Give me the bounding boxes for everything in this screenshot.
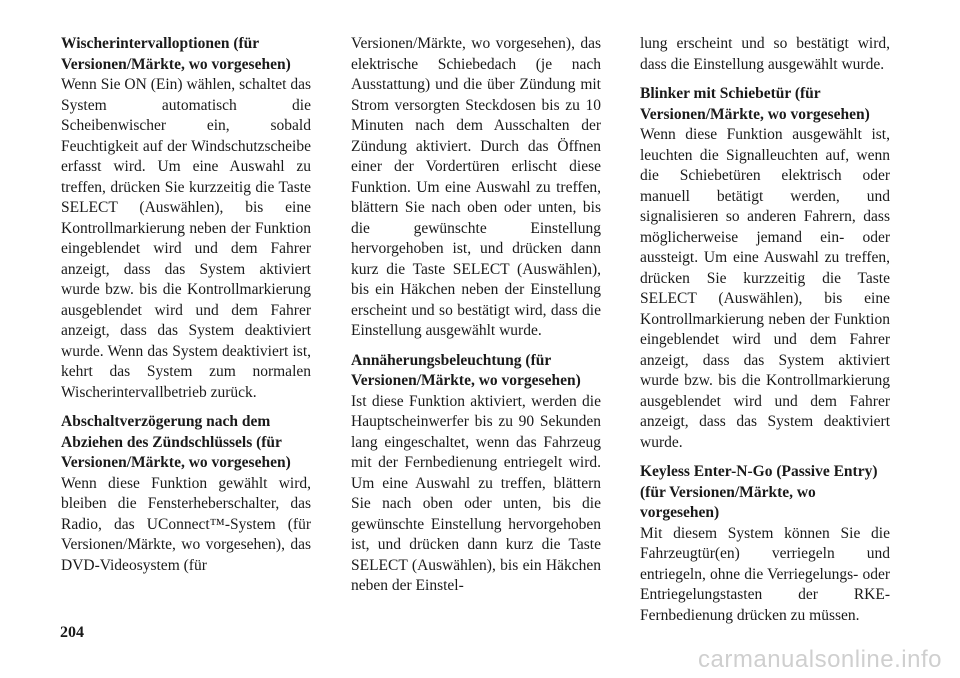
section-heading: Keyless Enter-N-Go (Passive Entry) (für Versionen/Märkte, wo vorgesehen) [640,463,878,521]
section-body: lung erscheint und so bestätigt wird, dass die Einstellung ausgewählt wurde. [640,35,890,73]
text-column-2 [351,34,601,606]
section-heading: Annäherungsbeleuchtung (für Versionen/Märkte, wo vorgesehen) [351,351,581,389]
section-wiper-interval [61,34,311,403]
section-heading: Abschaltverzögerung nach dem Abziehen des Zündschlüssels (für Versionen/Märkte, wo vorgesehen) [61,413,291,471]
section-sliding-door-signal [640,84,890,453]
section-keyless-enter-n-go [640,462,890,626]
text-column-3 [640,34,890,635]
text-column-1 [61,34,311,585]
section-heading: Wischerintervalloptionen (für Versionen/Märkte, wo vorgesehen) [61,35,291,73]
section-body: Mit diesem System können Sie die Fahrzeugtür(en) verriegeln und entriegeln, ohne die Verriegelungs- oder Entriegelungstasten der RKE-Fernbedienung drücken zu müssen. [640,524,890,624]
section-body: Wenn Sie ON (Ein) wählen, schaltet das System automatisch die Scheibenwischer ein, sobald Feuchtigkeit auf der Windschutzscheibe erfasst wird. Um eine Auswahl zu treffen, drücken Sie kurzzeitig die Taste SELECT (Auswählen), bis eine Kontrollmarkierung neben der Funktion eingeblendet wird und dem Fahrer anzeigt, dass das System aktiviert wurde bzw. bis die Kontrollmarkierung ausgeblendet wird und dem Fahrer anzeigt, dass das System deaktiviert wurde. Wenn das System deaktiviert ist, kehrt das System zum normalen Wischerintervallbetrieb zurück. [61,76,311,401]
section-body: Ist diese Funktion aktiviert, werden die Hauptscheinwerfer bis zu 90 Sekunden lang eingeschaltet, wenn das Fahrzeug mit der Fernbedienung entriegelt wird. Um eine Auswahl zu treffen, blättern Sie nach oben oder unten, bis die gewünschte Einstellung hervorgehoben ist, und drücken dann kurz die Taste SELECT (Auswählen), bis ein Häkchen neben der Einstel- [351,392,601,594]
section-body: Versionen/Märkte, wo vorgesehen), das elektrische Schiebedach (je nach Ausstattung) und die über Zündung mit Strom versorgten Steckdosen bis zu 10 Minuten nach dem Ausschalten der Zündung aktiviert. Durch das Öffnen einer der Vordertüren erlischt diese Funktion. Um eine Auswahl zu treffen, blättern Sie nach oben oder unten, bis die gewünschte Einstellung hervorgehoben ist, und drücken dann kurz die Taste SELECT (Auswählen), bis ein Häkchen neben der Einstellung erscheint und so bestätigt wird, dass die Einstellung ausgewählt wurde. [351,35,601,339]
section-body: Wenn diese Funktion gewählt wird, bleiben die Fensterheberschalter, das Radio, das UConnect™-System (für Versionen/Märkte, wo vorgesehen), das DVD-Videosystem (für [61,474,311,574]
page-number: 204 [60,624,84,641]
section-body: Wenn diese Funktion ausgewählt ist, leuchten die Signalleuchten auf, wenn die Schiebetüren elektrisch oder manuell betätigt werden, und signalisieren so anderen Fahrern, dass möglicherweise jemand ein- oder aussteigt. Um eine Auswahl zu treffen, drücken Sie kurzzeitig die Taste SELECT (Auswählen), bis eine Kontrollmarkierung neben der Funktion eingeblendet wird und dem Fahrer anzeigt, dass das System aktiviert wurde bzw. bis die Kontrollmarkierung ausgeblendet wird und dem Fahrer anzeigt, dass das System deaktiviert wurde. [640,126,890,451]
section-delay-off [61,412,311,576]
section-delay-off-continued [351,34,601,342]
watermark-text: carmanualsonline.info [698,646,942,673]
section-heading: Blinker mit Schiebetür (für Versionen/Märkte, wo vorgesehen) [640,85,870,123]
section-approach-lighting [351,351,601,597]
section-approach-lighting-continued [640,34,890,75]
